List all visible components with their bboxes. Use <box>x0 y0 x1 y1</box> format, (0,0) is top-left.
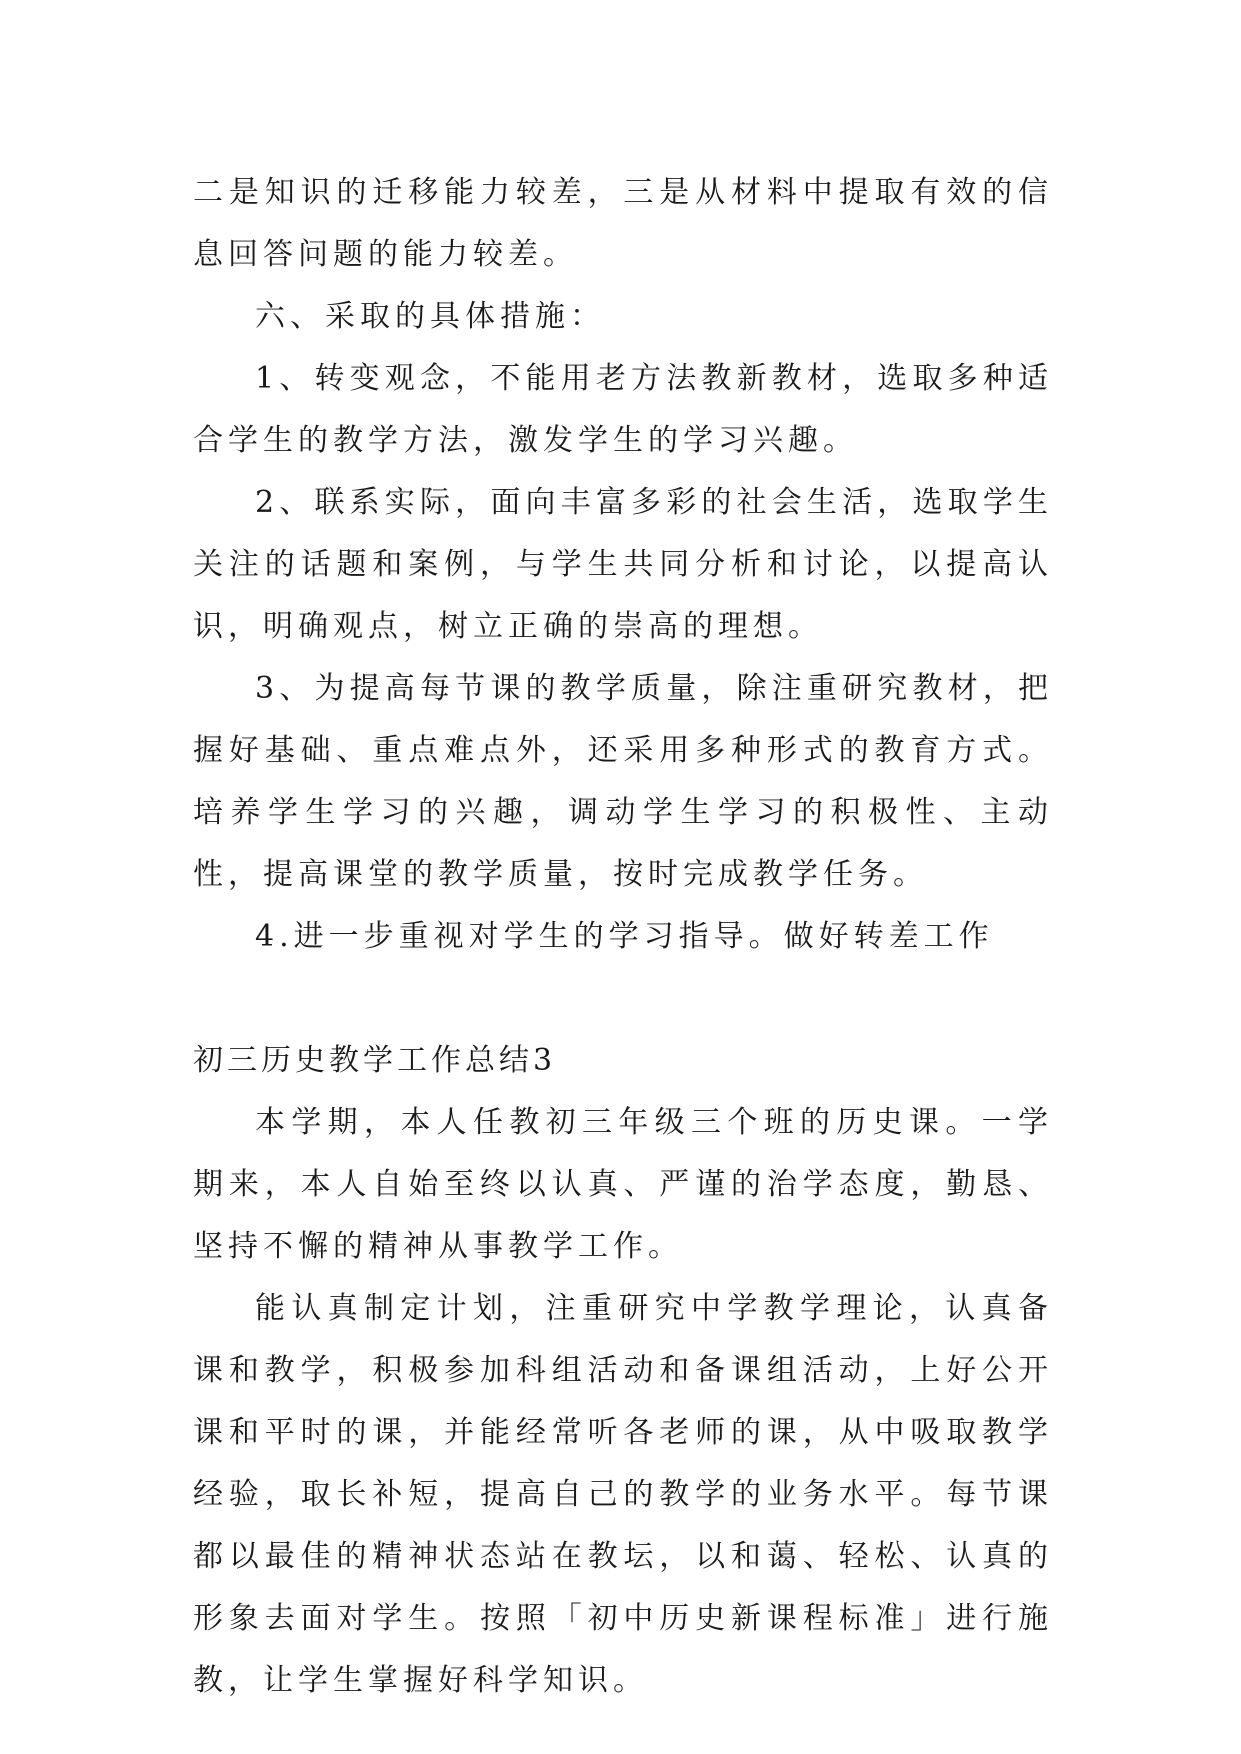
paragraph-continuation: 二是知识的迁移能力较差，三是从材料中提取有效的信息回答问题的能力较差。 <box>193 175 1053 272</box>
paragraph-intro: 本学期，本人任教初三年级三个班的历史课。一学期来，本人自始至终以认真、严谨的治学态度，勤恳、坚持不懈的精神从事教学工作。 <box>193 1105 1053 1264</box>
paragraph-measure-3: 3、为提高每节课的教学质量，除注重研究教材，把握好基础、重点难点外，还采用多种形式的教育方式。培养学生学习的兴趣，调动学生学习的积极性、主动性，提高课堂的教学质量，按时完成教学任务。 <box>193 671 1053 892</box>
paragraph-measures-heading: 六、采取的具体措施： <box>255 299 605 334</box>
document-body <box>193 162 1053 1712</box>
paragraph-measure-4: 4.进一步重视对学生的学习指导。做好转差工作 <box>255 919 994 954</box>
blank-line <box>193 968 1053 1030</box>
paragraph-measure-2: 2、联系实际，面向丰富多彩的社会生活，选取学生关注的话题和案例，与学生共同分析和讨论，以提高认识，明确观点，树立正确的崇高的理想。 <box>193 485 1053 644</box>
paragraph-measure-1: 1、转变观念，不能用老方法教新教材，选取多种适合学生的教学方法，激发学生的学习兴趣。 <box>193 361 1053 458</box>
section-title: 初三历史教学工作总结3 <box>193 1043 557 1078</box>
paragraph-teaching: 能认真制定计划，注重研究中学教学理论，认真备课和教学，积极参加科组活动和备课组活动，上好公开课和平时的课，并能经常听各老师的课，从中吸取教学经验，取长补短，提高自己的教学的业务水平。每节课都以最佳的精神状态站在教坛，以和蔼、轻松、认真的形象去面对学生。按照「初中历史新课程标准」进行施教，让学生掌握好科学知识。 <box>193 1291 1053 1698</box>
